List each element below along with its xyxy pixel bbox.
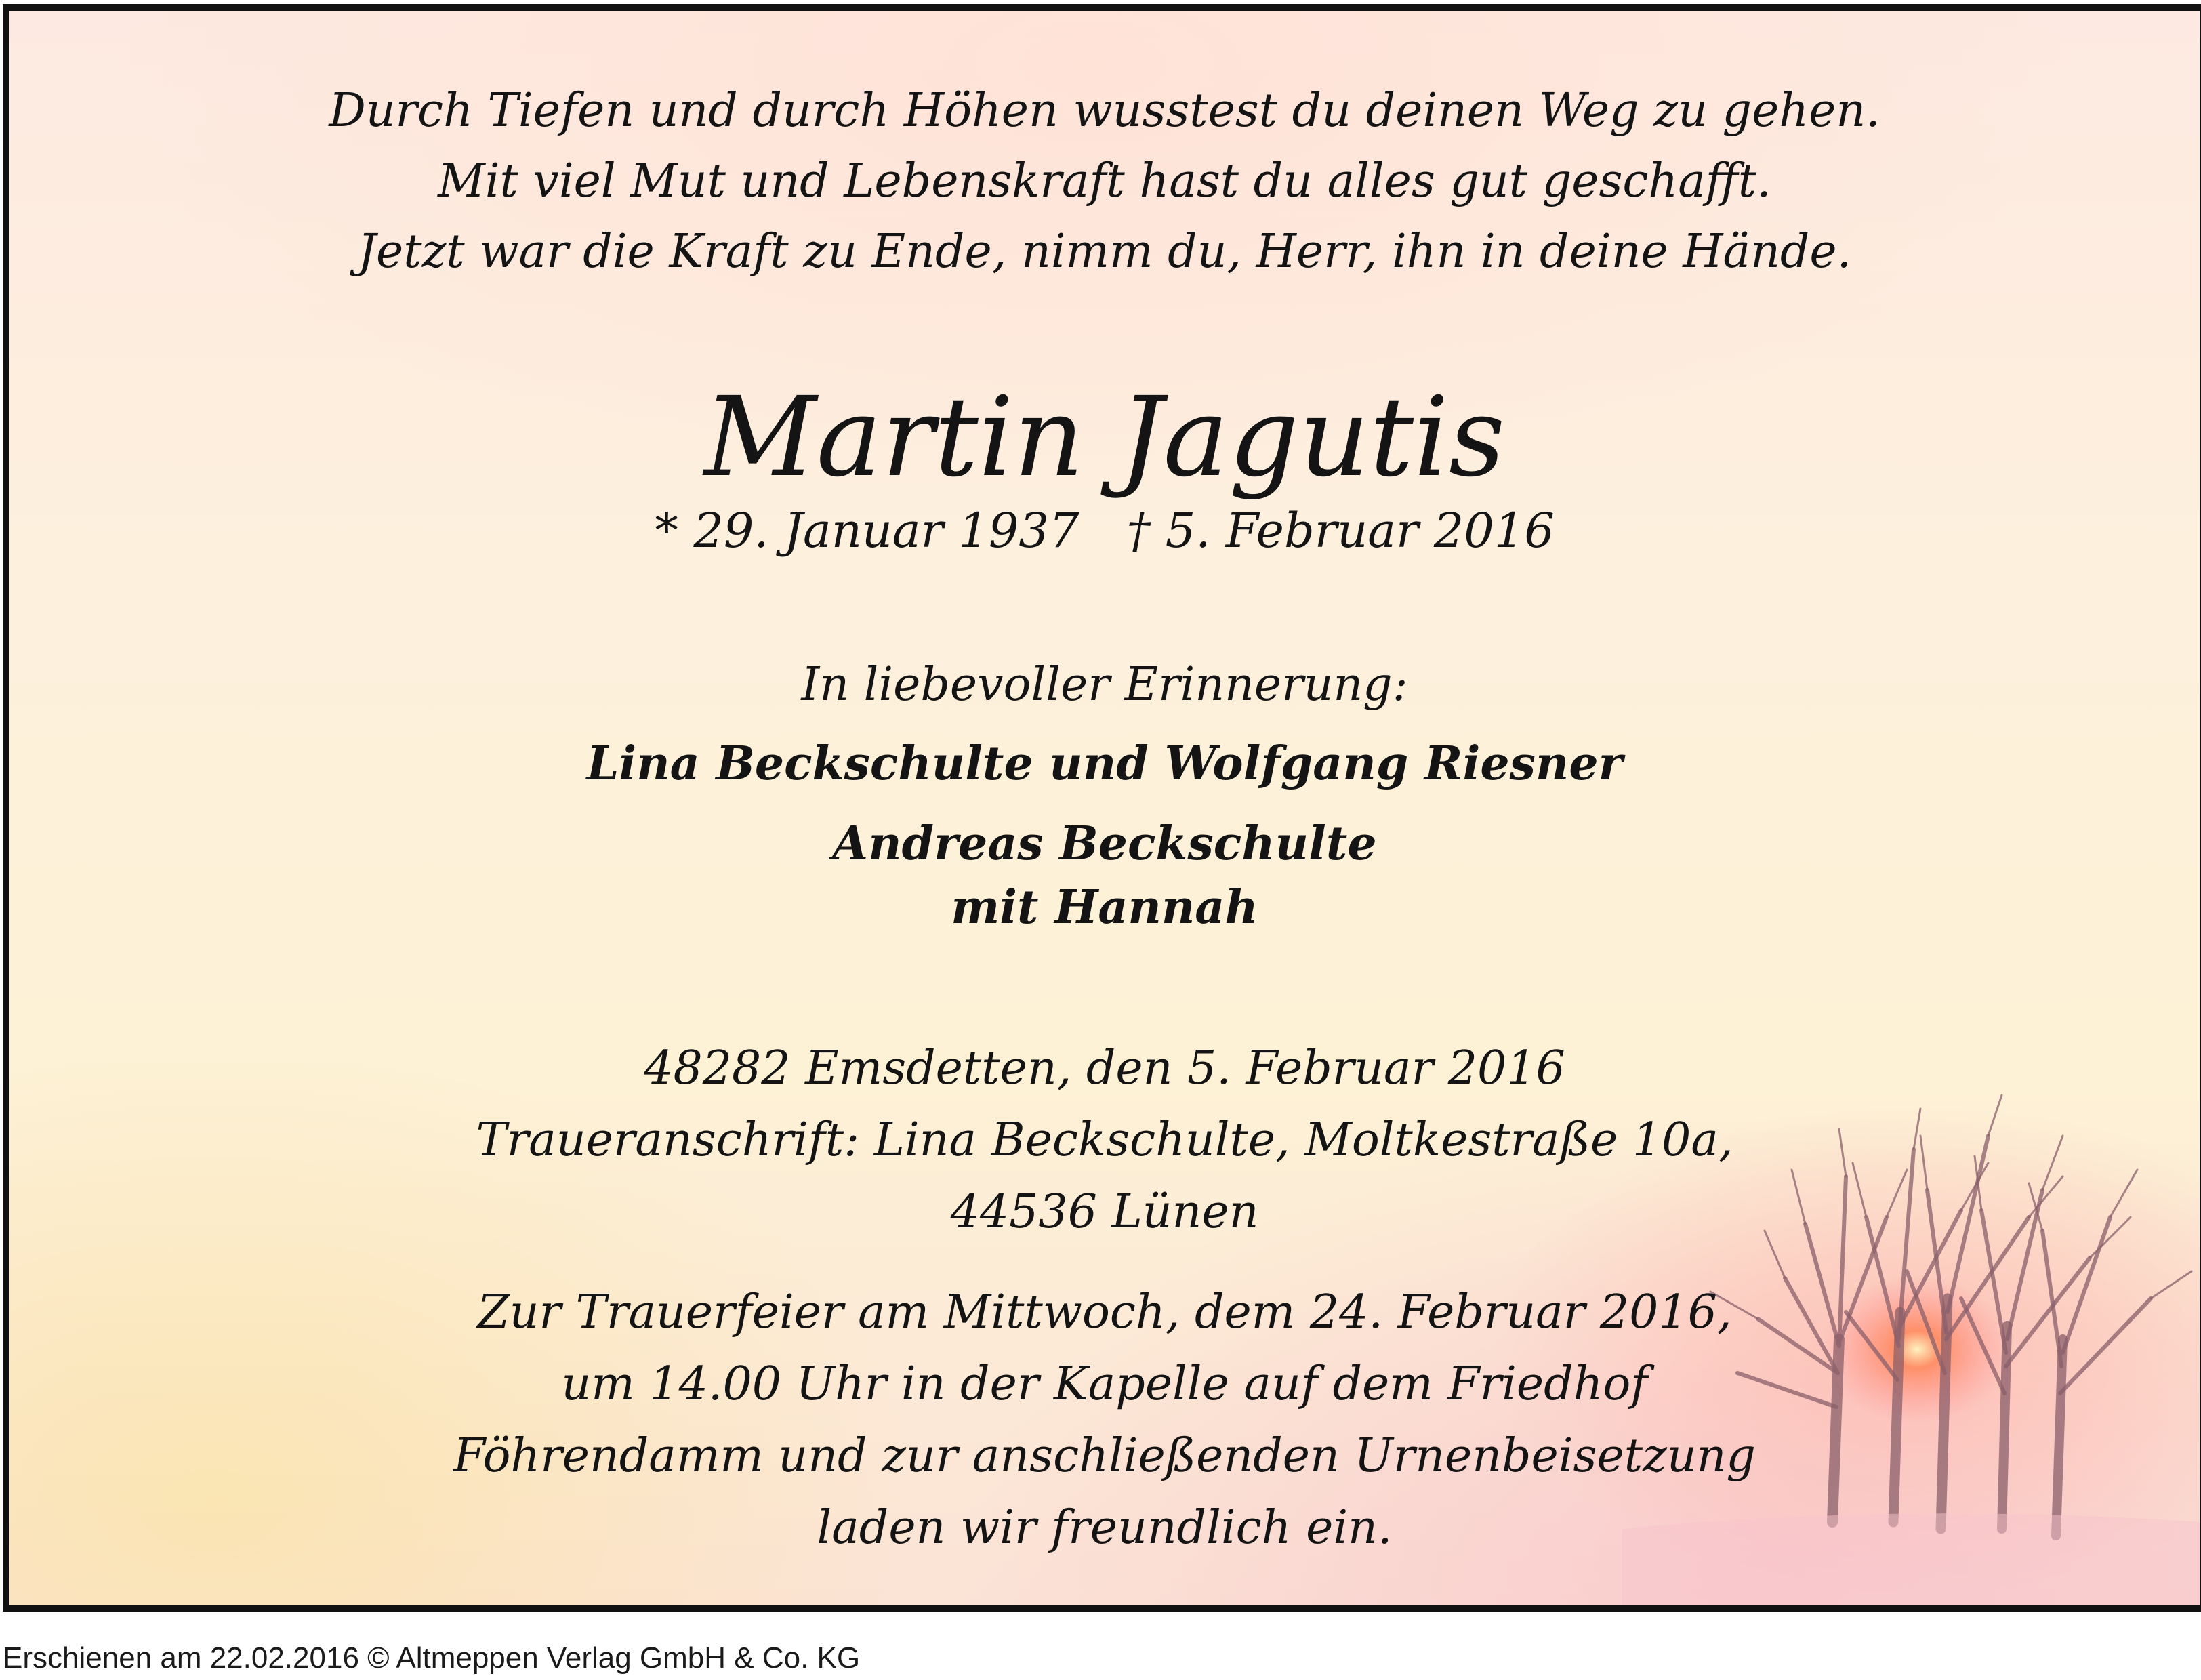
poem-line: Durch Tiefen und durch Höhen wusstest du deinen Weg zu gehen.: [329, 84, 1880, 138]
mourners-list: [9, 732, 2200, 939]
address-block: [9, 1033, 2200, 1248]
mourning-address: Traueranschrift: Lina Beckschulte, Moltkestraße 10a,: [476, 1113, 1733, 1167]
publication-footer: Erschienen am 22.02.2016 © Altmeppen Verlag GmbH & Co. KG: [3, 1641, 861, 1675]
remembrance-heading: In liebevoller Erinnerung:: [801, 658, 1408, 712]
ceremony-line: Zur Trauerfeier am Mittwoch, dem 24. Februar 2016,: [477, 1286, 1732, 1339]
ceremony-line: um 14.00 Uhr in der Kapelle auf dem Friedhof: [561, 1357, 1648, 1411]
place-date: 48282 Emsdetten, den 5. Februar 2016: [644, 1042, 1565, 1095]
life-dates: [9, 500, 2200, 561]
ceremony-invitation: [9, 1277, 2200, 1564]
mourner-line: mit Hannah: [951, 880, 1258, 935]
ceremony-line: Föhrendamm und zur anschließenden Urnenbeisetzung: [453, 1429, 1756, 1483]
death-date: † 5. Februar 2016: [1126, 503, 1555, 558]
birth-date: * 29. Januar 1937: [655, 503, 1079, 558]
poem-line: Jetzt war die Kraft zu Ende, nimm du, Herr, ihn in deine Hände.: [357, 225, 1852, 279]
ceremony-line: laden wir freundlich ein.: [817, 1501, 1393, 1555]
mourner-line: Lina Beckschulte und Wolfgang Riesner: [586, 737, 1623, 791]
obituary-card: [3, 4, 2201, 1612]
poem-verse: [9, 76, 2200, 287]
poem-line: Mit viel Mut und Lebenskraft hast du alles gut geschafft.: [438, 155, 1771, 208]
mourner-line: Andreas Beckschulte: [832, 817, 1377, 871]
deceased-name: Martin Jagutis: [703, 374, 1506, 501]
mourning-city: 44536 Lünen: [950, 1185, 1259, 1239]
